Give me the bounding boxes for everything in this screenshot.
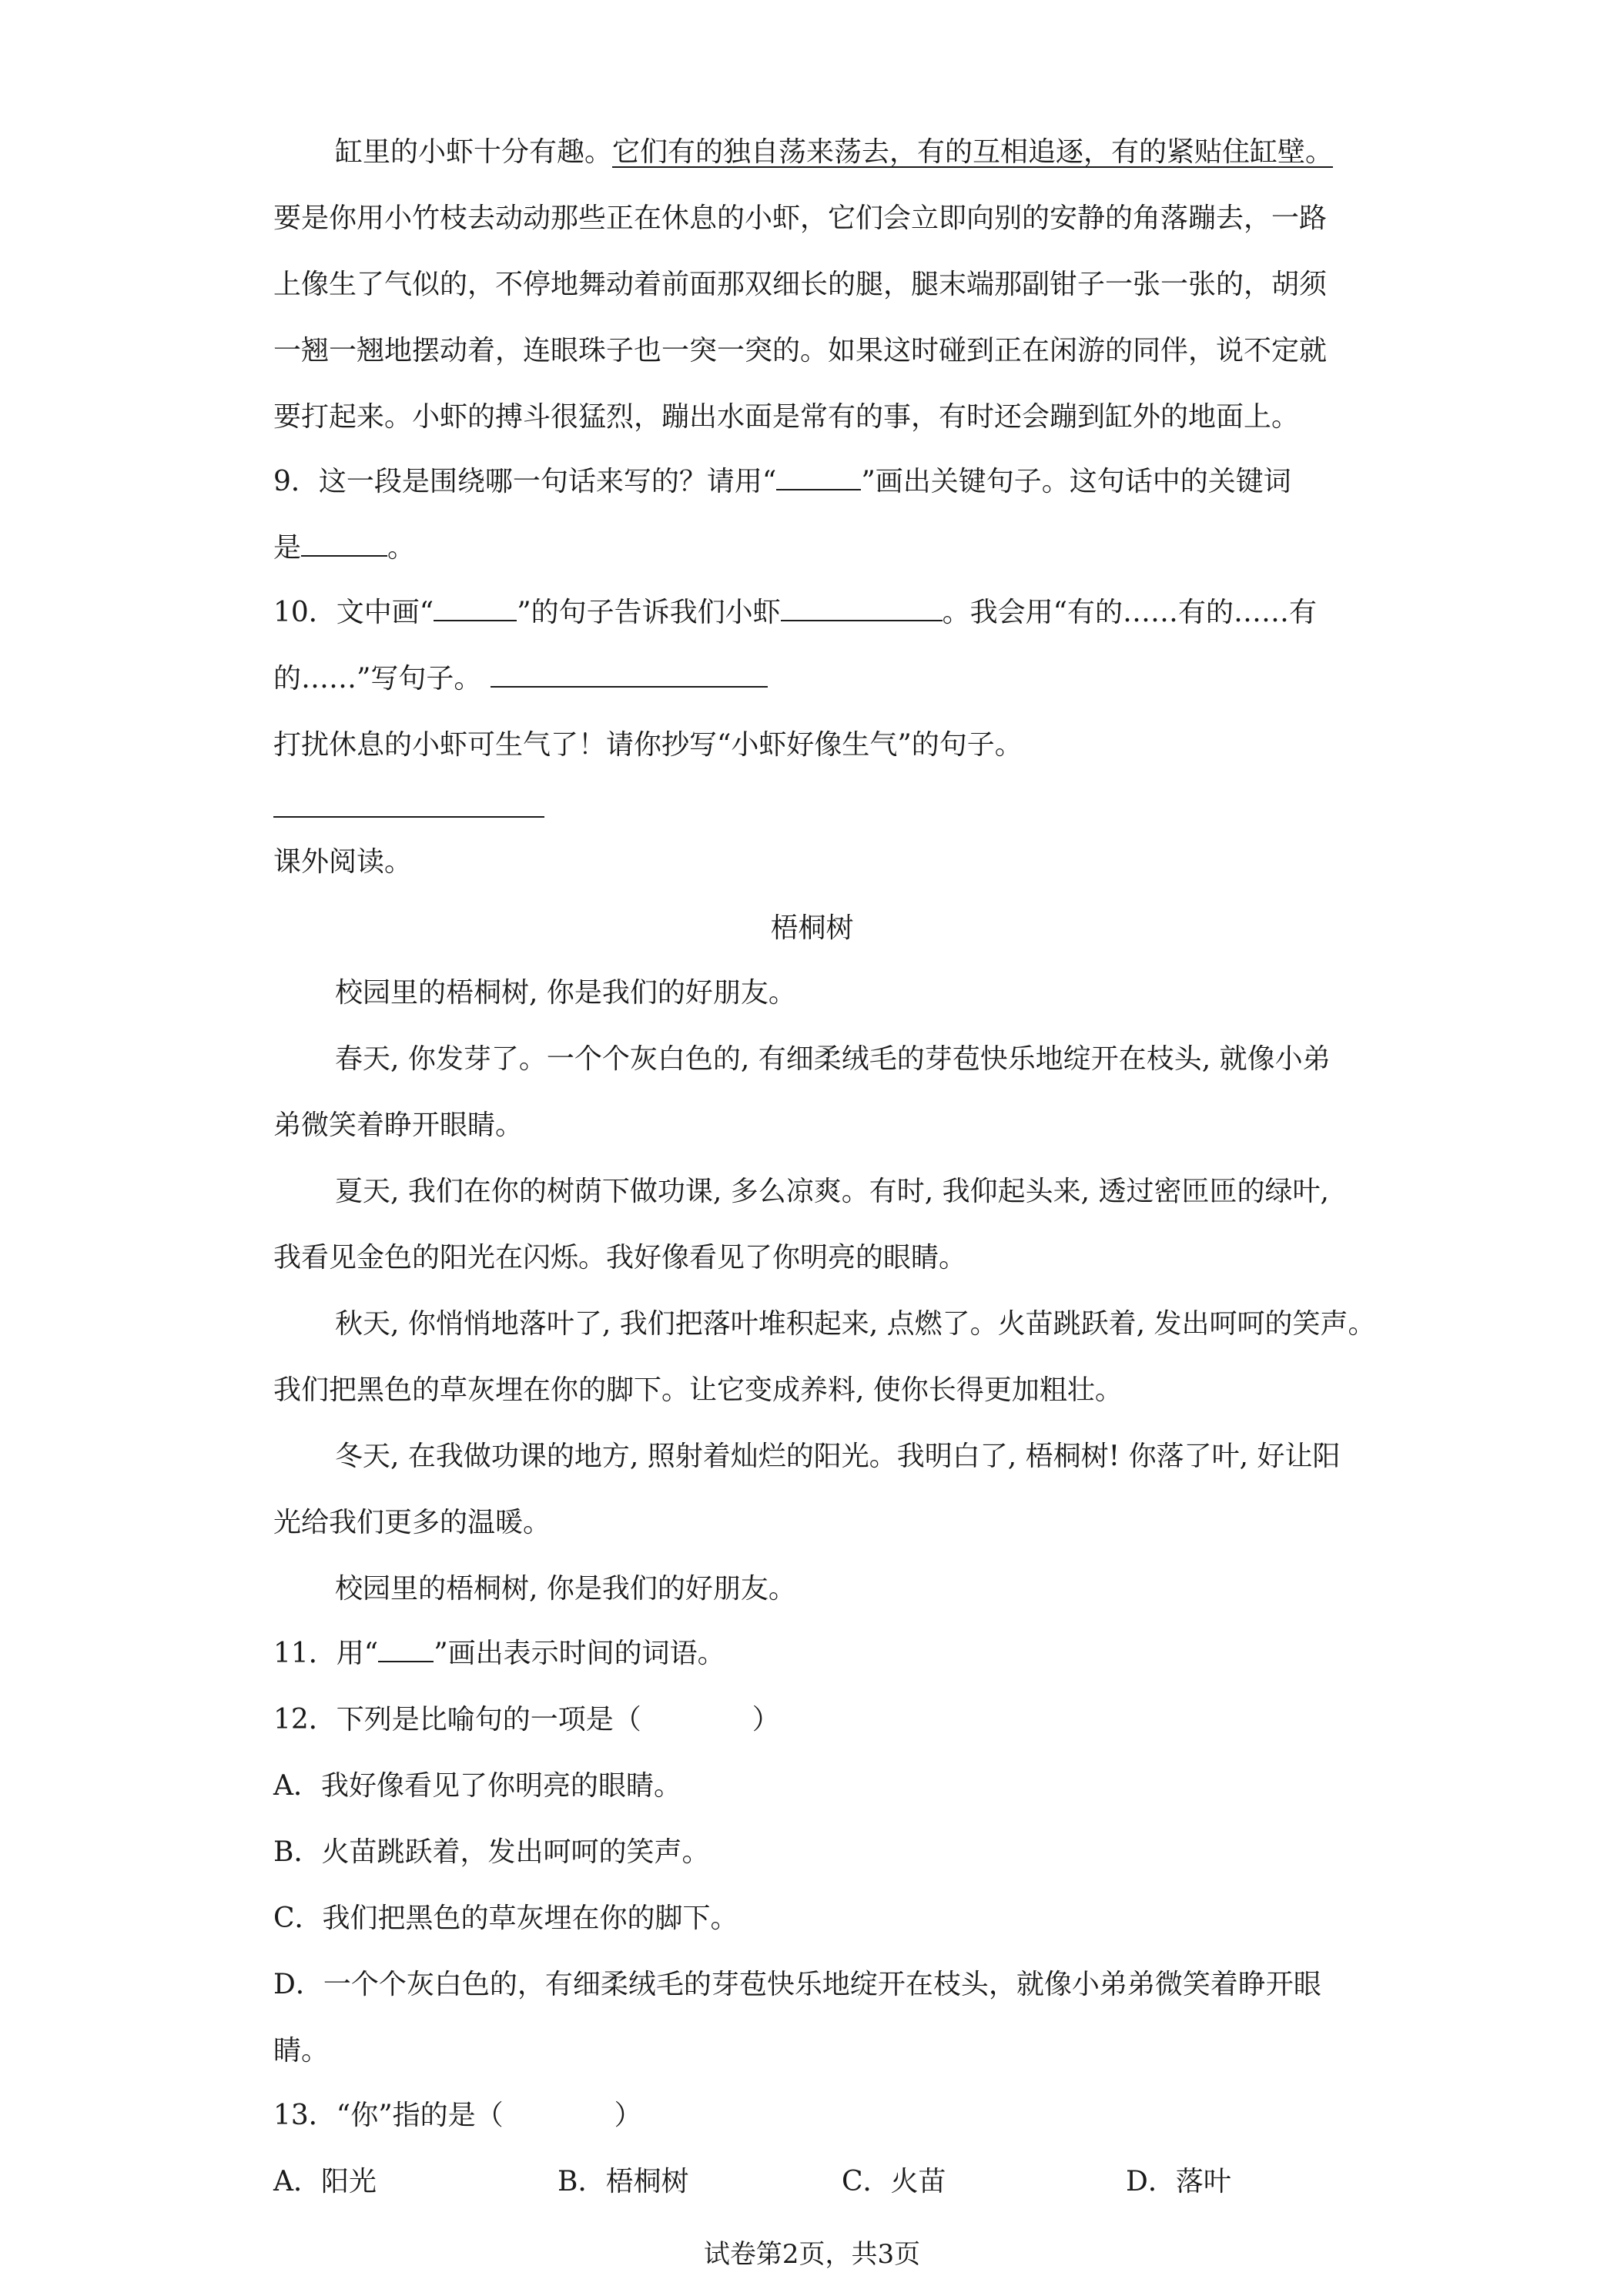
q11-text-b: ”画出表示时间的词语。	[434, 1638, 725, 1669]
passage2-p2-line2: 弟微笑着睁开眼睛。	[273, 1110, 524, 1141]
passage2-p6: 校园里的梧桐树, 你是我们的好朋友。	[335, 1573, 796, 1605]
q13-option-b[interactable]: B．梧桐树	[558, 2166, 689, 2197]
passage2-p4-line2: 我们把黑色的草灰埋在你的脚下。让它变成养料, 使你长得更加粗壮。	[273, 1374, 1123, 1406]
passage2-p3-line1: 夏天, 我们在你的树荫下做功课, 多么凉爽。有时, 我仰起头来, 透过密匝匝的绿叶,	[335, 1176, 1329, 1207]
q10-line-sample	[434, 597, 517, 621]
q9-answer-blank[interactable]	[301, 532, 387, 557]
q10-text-d: 的……”写句子。	[273, 663, 482, 694]
q13-option-a[interactable]: A．阳光	[273, 2166, 377, 2197]
question-12-stem: 12．下列是比喻句的一项是（ ）	[273, 1704, 780, 1735]
q10-text-c: 。我会用“有的……有的……有	[942, 597, 1318, 628]
q10-answer-blank[interactable]	[781, 597, 943, 621]
passage1-key-sentence: 它们有的独自荡来荡去，有的互相追逐，有的紧贴住缸壁。	[612, 136, 1334, 168]
q9-text-b: ”画出关键句子。这句话中的关键词	[861, 466, 1291, 497]
passage2-p2-line1: 春天, 你发芽了。一个个灰白色的, 有细柔绒毛的芽苞快乐地绽开在枝头, 就像小弟	[335, 1043, 1331, 1075]
q11-text-a: 11．用“	[273, 1638, 379, 1669]
passage2-p5-line2: 光给我们更多的温暖。	[273, 1507, 551, 1538]
q12-option-d-line2: 睛。	[273, 2035, 330, 2067]
passage1-line2: 要是你用小竹枝去动动那些正在休息的小虾，它们会立即向别的安静的角落蹦去，一路	[273, 202, 1328, 234]
passage2-p3-line2: 我看见金色的阳光在闪烁。我好像看见了你明亮的眼睛。	[273, 1242, 967, 1274]
passage2-p4-line1: 秋天, 你悄悄地落叶了, 我们把落叶堆积起来, 点燃了。火苗跳跃着, 发出呵呵的笑声。	[335, 1308, 1376, 1340]
q13-option-c[interactable]: C．火苗	[842, 2166, 946, 2197]
passage2-title: 梧桐树	[770, 912, 854, 944]
q13-option-d[interactable]: D．落叶	[1126, 2166, 1231, 2197]
q10-sentence-blank[interactable]	[491, 663, 768, 688]
q10-text-a: 10．文中画“	[273, 597, 434, 628]
passage2-p5-line1: 冬天, 在我做功课的地方, 照射着灿烂的阳光。我明白了, 梧桐树! 你落了叶, 好让阳	[335, 1441, 1341, 1472]
q9-text-d: 。	[387, 532, 416, 564]
q9-text-a: 9．这一段是围绕哪一句话来写的？请用“	[273, 466, 777, 497]
passage1-intro: 缸里的小虾十分有趣。	[335, 136, 613, 168]
page-footer: 试卷第2页，共3页	[703, 2239, 921, 2270]
question-9-line2	[273, 531, 415, 565]
question-11	[273, 1637, 725, 1671]
passage1-line1	[335, 136, 1333, 169]
question-10-line2	[273, 662, 768, 696]
question-9-line1	[273, 465, 1291, 499]
question-10-line3: 打扰休息的小虾可生气了！请你抄写“小虾好像生气”的句子。	[273, 729, 1023, 761]
q12-option-d-line1[interactable]: D．一个个灰白色的，有细柔绒毛的芽苞快乐地绽开在枝头，就像小弟弟微笑着睁开眼	[273, 1969, 1321, 2000]
q9-text-c: 是	[273, 532, 302, 564]
passage2-p1: 校园里的梧桐树, 你是我们的好朋友。	[335, 977, 796, 1009]
question-13-stem: 13．“你”指的是（ ）	[273, 2100, 642, 2131]
q12-option-b[interactable]: B．火苗跳跃着，发出呵呵的笑声。	[273, 1836, 710, 1868]
q11-line-sample	[378, 1638, 434, 1662]
q12-option-c[interactable]: C．我们把黑色的草灰埋在你的脚下。	[273, 1903, 738, 1934]
q12-option-a[interactable]: A．我好像看见了你明亮的眼睛。	[273, 1770, 681, 1802]
q10-copy-answer-line[interactable]	[273, 816, 544, 818]
passage1-line4: 一翘一翘地摆动着，连眼珠子也一突一突的。如果这时碰到正在闲游的同伴，说不定就	[273, 335, 1328, 366]
question-10-line1	[273, 596, 1317, 630]
q9-line-sample	[776, 466, 861, 490]
q10-text-b: ”的句子告诉我们小虾	[517, 597, 781, 628]
passage1-line3: 上像生了气似的，不停地舞动着前面那双细长的腿，腿末端那副钳子一张一张的，胡须	[273, 269, 1328, 300]
section-label: 课外阅读。	[273, 846, 413, 878]
passage1-line5: 要打起来。小虾的搏斗很猛烈，蹦出水面是常有的事，有时还会蹦到缸外的地面上。	[273, 401, 1300, 433]
